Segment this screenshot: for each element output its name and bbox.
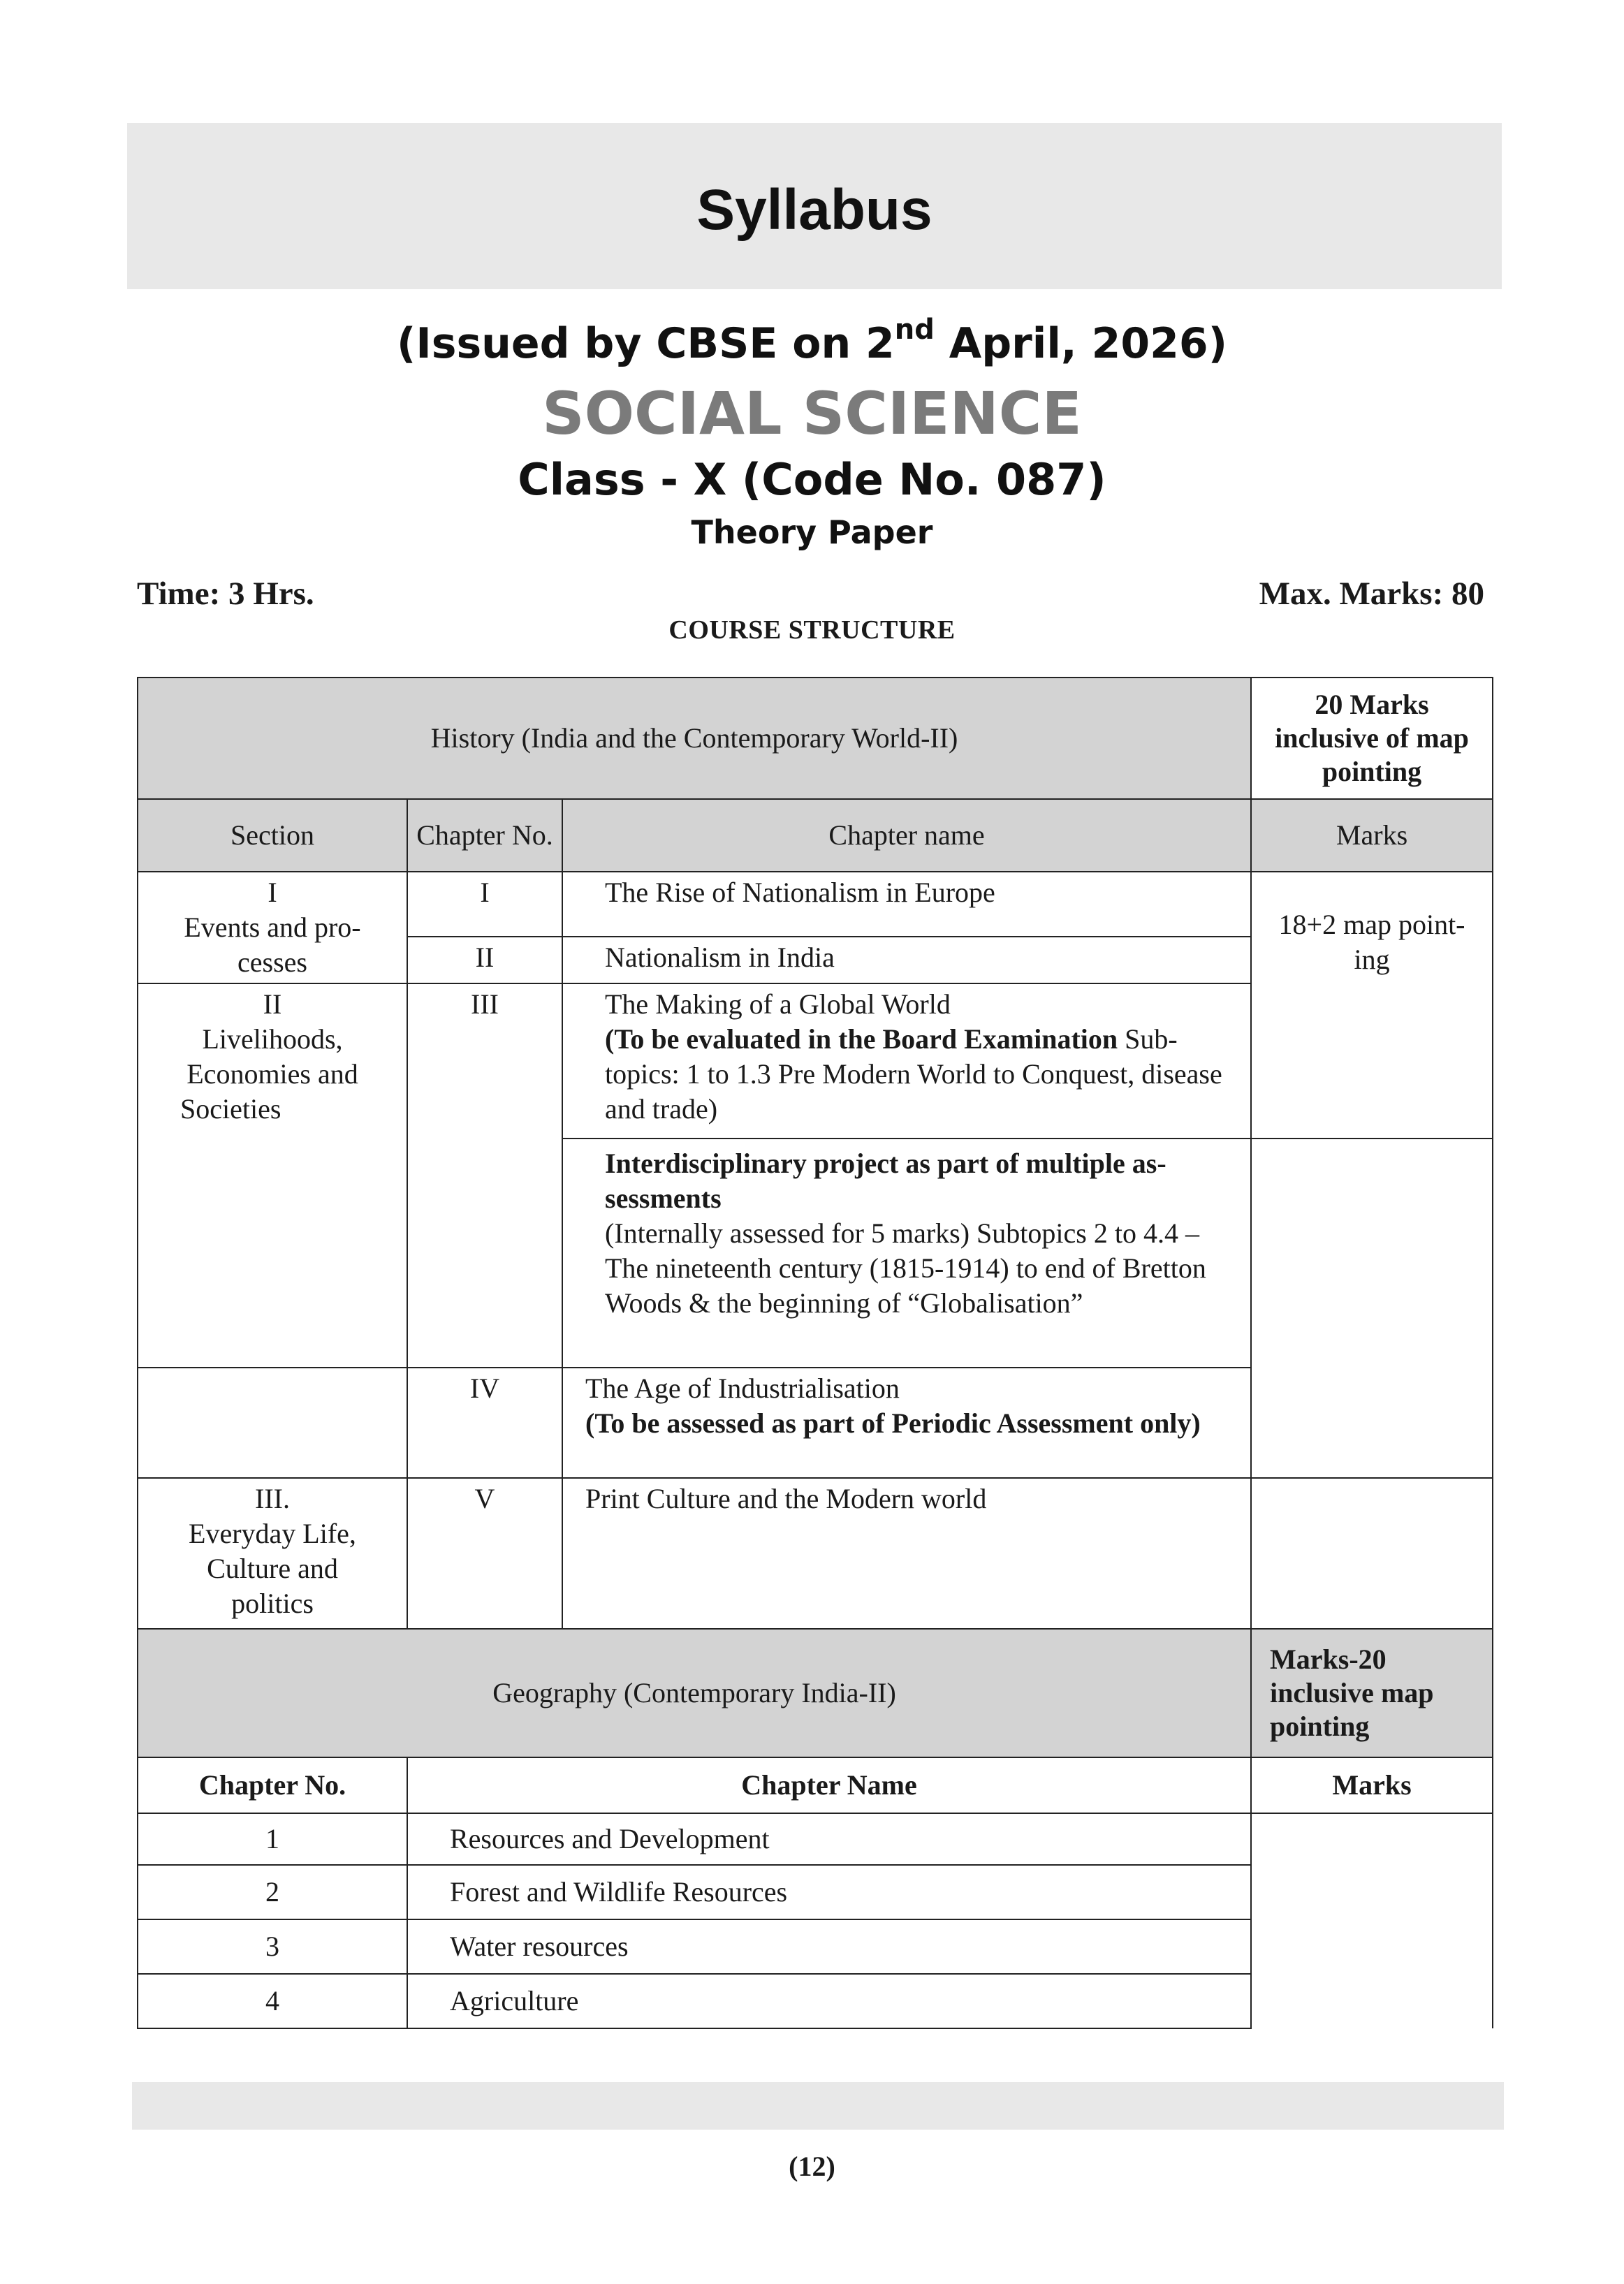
max-marks-label: Max. Marks: 80 [1259,576,1484,612]
geography-column-header-row [138,1757,1493,1813]
section-2-line: Societies [180,1093,281,1125]
issued-suffix: April, 2026) [934,319,1227,368]
geo-chapter-no: 3 [138,1919,407,1974]
section-3-line: Everyday Life, [189,1518,356,1549]
table-row [138,1478,1493,1629]
chapter-no: I [407,872,562,937]
issued-superscript: nd [894,314,935,346]
chapter-no: II [407,937,562,983]
chapter-name [562,983,1251,1139]
geography-title: Geography (Contemporary India-II) [138,1629,1251,1757]
section-1-line: cesses [237,946,307,978]
marks-value: 18+2 map point-ing [1278,909,1465,975]
subject-heading: SOCIAL SCIENCE [542,379,1082,448]
section-3-number: III. [255,1483,290,1514]
geography-header-row [138,1629,1493,1757]
section-2-line: Economies and [186,1058,358,1090]
chapter-no: III [407,983,562,1368]
page-number: (12) [789,2151,835,2182]
section-2-line: Livelihoods, [202,1023,343,1055]
class-line: Class - X (Code No. 087) [518,454,1106,505]
syllabus-table [137,677,1493,2029]
chapter-name: The Rise of Nationalism in Europe [562,872,1251,937]
chapter-no: V [407,1478,562,1629]
chapter-name [562,1368,1251,1478]
course-structure-heading: COURSE STRUCTURE [668,615,956,645]
section-2 [138,983,407,1368]
section-2-number: II [263,988,282,1020]
col-chapter-name: Chapter name [562,799,1251,872]
section-1-line: Events and pro- [184,912,361,943]
chapter-note-bold: (To be evaluated in the Board Examination [605,1023,1118,1055]
chapter-no: IV [407,1368,562,1478]
issued-prefix: (Issued by CBSE on 2 [397,319,895,368]
project-title: Interdisciplinary project as part of multiple as-sessments [605,1148,1166,1214]
history-marks: 20 Marks inclusive of map pointing [1251,678,1493,799]
history-title: History (India and the Contemporary World-II) [138,678,1251,799]
issued-line [0,314,1624,368]
chapter-name: Nationalism in India [562,937,1251,983]
section-3 [138,1478,407,1629]
col-marks: Marks [1251,799,1493,872]
page-title: Syllabus [696,178,932,242]
col-section: Section [138,799,407,872]
chapter-name [562,1139,1251,1368]
title-banner [127,123,1502,289]
chapter-title: The Age of Industrialisation [585,1372,900,1404]
chapter-note-text: Sub-topics: 1 to 1.3 Pre Modern World to Conquest, disease and trade) [605,1023,1222,1125]
footer-band [132,2082,1504,2130]
table-row [138,1813,1493,1865]
geo-chapter-name: Agriculture [407,1974,1251,2028]
geo-chapter-name: Forest and Wildlife Resources [407,1865,1251,1919]
geo-col-chapter-no: Chapter No. [138,1757,407,1813]
geo-col-chapter-name: Chapter Name [407,1757,1251,1813]
chapter-note [605,1022,1242,1127]
marks-cell [1251,872,1493,1139]
history-column-header-row [138,799,1493,872]
chapter-title: The Making of a Global World [605,988,951,1020]
paper-type: Theory Paper [691,513,933,551]
geo-chapter-no: 1 [138,1813,407,1865]
geo-col-marks: Marks [1251,1757,1493,1813]
time-label: Time: 3 Hrs. [137,576,314,612]
section-1-number: I [268,877,277,908]
chapter-name: Print Culture and the Modern world [562,1478,1251,1629]
marks-cell-empty [1251,1139,1493,1478]
section-empty [138,1368,407,1478]
geo-chapter-name: Water resources [407,1919,1251,1974]
geo-chapter-no: 2 [138,1865,407,1919]
geo-chapter-no: 4 [138,1974,407,2028]
table-row [138,872,1493,937]
marks-cell-empty [1251,1478,1493,1629]
history-header-row [138,678,1493,799]
project-text: (Internally assessed for 5 marks) Subtopics 2 to 4.4 –The nineteenth century (1815-1914) to end of Bretton Woods & the beginning of “Globalisation” [605,1217,1206,1319]
section-1 [138,872,407,983]
section-3-line: politics [231,1588,314,1619]
chapter-note-bold: (To be assessed as part of Periodic Assessment only) [585,1407,1201,1439]
geo-marks-cell [1251,1813,1493,2028]
geography-marks: Marks-20 inclusive map pointing [1251,1629,1493,1757]
geo-chapter-name: Resources and Development [407,1813,1251,1865]
section-3-line: Culture and [207,1553,338,1584]
col-chapter-no: Chapter No. [407,799,562,872]
